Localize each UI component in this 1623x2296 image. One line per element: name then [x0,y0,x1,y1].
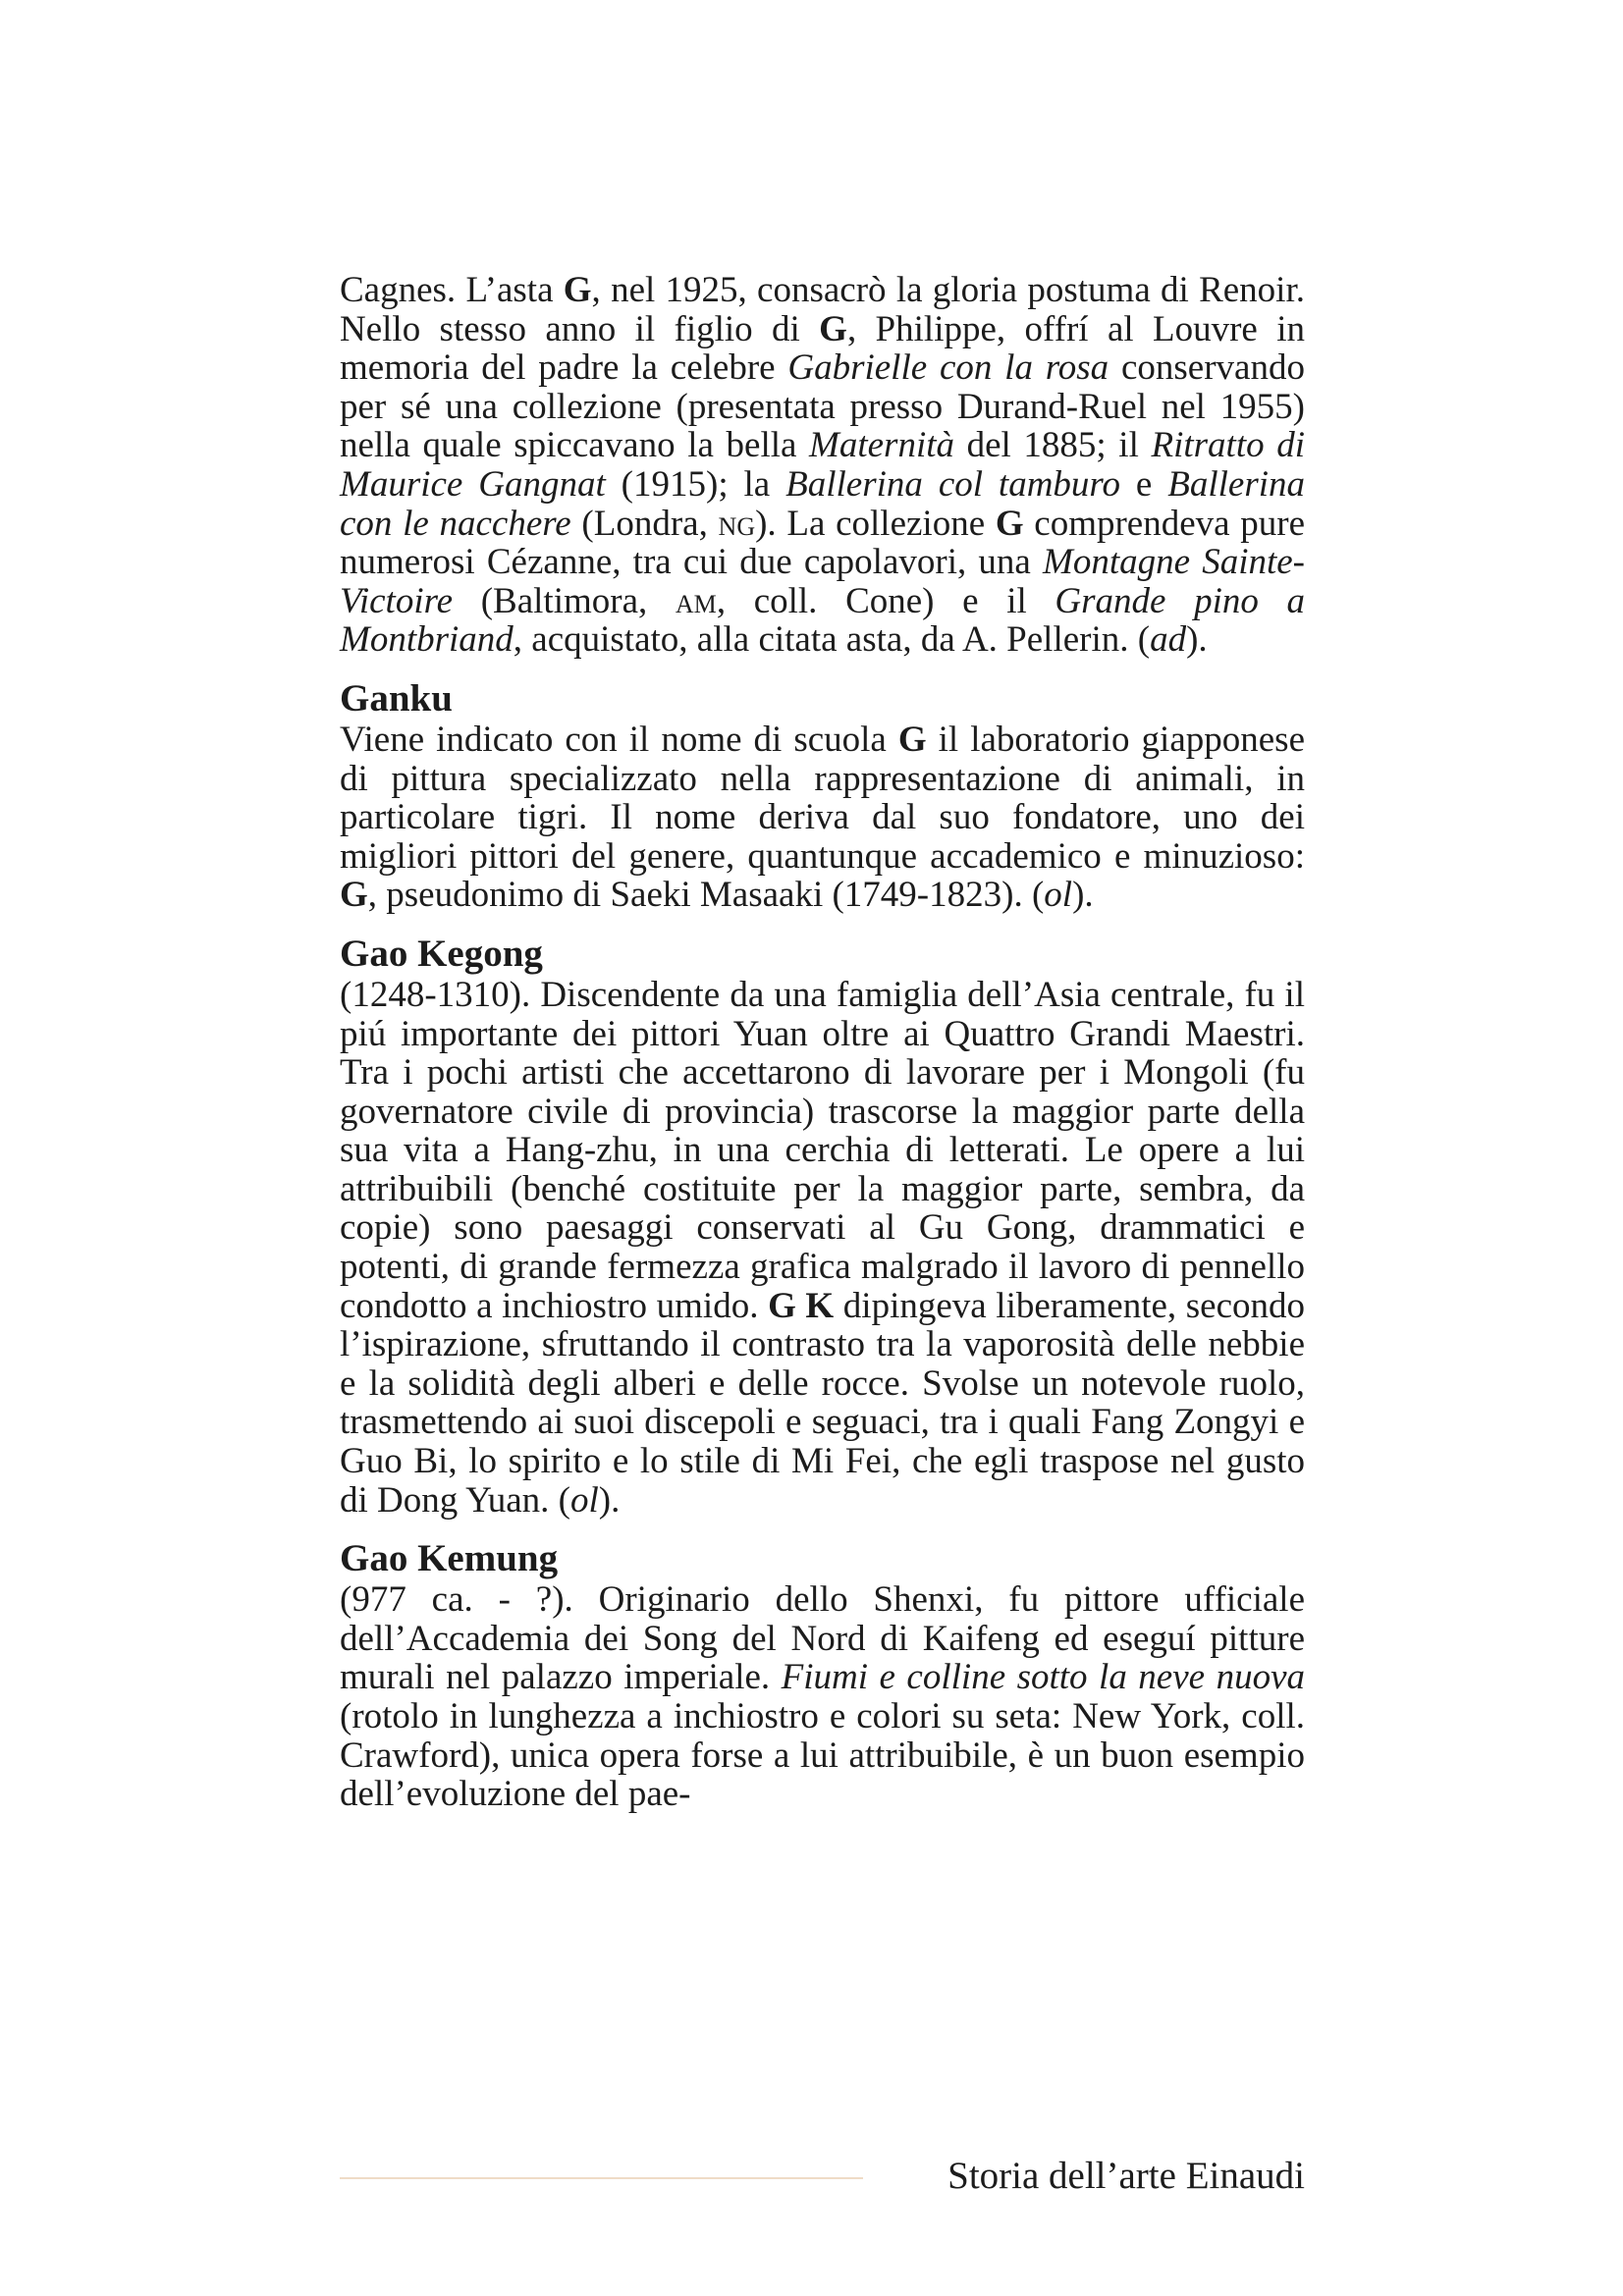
page-footer [340,2152,1305,2207]
author-initials: ol [570,1479,599,1521]
bold-abbrev: G [563,270,592,310]
entry-body [340,1580,1305,1814]
text-run: , pseudonimo di Saeki Masaaki (1749-1823). ( [367,875,1045,916]
entry-gao-kegong [340,933,1305,1520]
text-run: (1248-1310). Discendente da una famiglia dell’Asia centrale, fu il piú importante dei pittori Yuan oltre ai Quattro Grandi Maestri. Tra i pochi artisti che accettarono di lavorare per i Mongoli (fu governatore civile di provincia) trascorse la maggior parte della sua vita a Hang-zhu, in una cerchia di letterati. Le opere a lui attribuibili (benché costituite per la maggior parte, sembra, da copie) sono paesaggi conservati al Gu Gong, drammatici e potenti, di grande fermezza grafica malgrado il lavoro di pennello condotto a inchiostro umido. [340,974,1305,1326]
bold-abbrev: G [995,503,1024,544]
museum-abbrev: ng [718,503,756,544]
author-initials: ol [1044,875,1073,916]
artwork-title: Ballerina col tamburo [785,463,1120,505]
text-run: Cagnes. L’asta [340,270,564,310]
entry-ganku [340,677,1305,915]
artwork-title: Gabrielle con la rosa [787,347,1109,389]
footer-rule [340,2177,863,2179]
text-run: ). [1186,619,1208,661]
text-run: ). La collezione [755,503,996,544]
museum-abbrev: am [675,580,717,621]
artwork-title: Ritratto di Maurice Gangnat [340,425,1305,505]
text-run: , acquistato, alla citata asta, da A. Pellerin. ( [513,619,1151,661]
author-initials: ad [1150,619,1187,661]
bold-abbrev: G [340,875,368,916]
text-run: il laboratorio giapponese di pittura specializzato nella rappresentazione di animali, in particolare tigri. Il nome deriva dal suo fondatore, uno dei migliori pittori del genere, quantunque accademico e minuzioso: [340,719,1305,877]
text-run: dipingeva liberamente, secondo l’ispirazione, sfruttando il contrasto tra la vaporosità delle nebbie e la solidità degli alberi e delle rocce. Svolse un notevole ruolo, trasmettendo ai suoi discepoli e seguaci, tra i quali Fang Zongyi e Guo Bi, lo spirito e lo stile di Mi Fei, che egli traspose nel gusto di Dong Yuan. ( [340,1285,1306,1521]
text-run: ). [1072,875,1094,916]
text-run: comprendeva pure numerosi Cézanne, tra cui due capolavori, una [340,503,1306,583]
intro-paragraph [340,271,1305,660]
bold-abbrev: G K [768,1285,835,1326]
text-run: Viene indicato con il nome di scuola [340,719,898,760]
text-run: del 1885; il [954,425,1152,466]
artwork-title: Ballerina con le nacchere [340,463,1305,544]
text-run: , coll. Cone) e il [716,580,1055,621]
text-run: (Baltimora, [453,580,676,621]
bold-abbrev: G [819,308,847,349]
entry-body [340,976,1305,1520]
text-run: , nel 1925, consacrò la gloria postuma di Renoir. Nello stesso anno il figlio di [340,270,1305,349]
entry-title: Ganku [340,676,453,720]
footer-title: Storia dell’arte Einaudi [947,2155,1305,2197]
entry-body [340,721,1305,915]
artwork-title: Montagne Sainte-Victoire [340,542,1305,621]
artwork-title: Maternità [809,425,955,466]
text-run: e [1119,463,1168,505]
text-run: (rotolo in lunghezza a inchiostro e colori su seta: New York, coll. Crawford), unica opera forse a lui attribuibile, è un buon esempio dell’evoluzione del pae- [340,1696,1305,1815]
text-run: , Philippe, offrí al Louvre in memoria del padre la celebre [340,308,1305,389]
entry-title: Gao Kemung [340,1537,559,1580]
entry-gao-kemung [340,1537,1305,1814]
text-run: (Londra, [570,503,719,544]
page-content [340,271,1305,1814]
text-run: conservando per sé una collezione (presentata presso Durand-Ruel nel 1955) nella quale spiccavano la bella [340,347,1305,466]
text-run: (977 ca. - ?). Originario dello Shenxi, fu pittore ufficiale dell’Accademia dei Song del Nord di Kaifeng ed eseguí pitture murali nel palazzo imperiale. [340,1579,1305,1698]
artwork-title: Fiumi e colline sotto la neve nuova [781,1657,1305,1698]
entry-title: Gao Kegong [340,932,543,975]
bold-abbrev: G [897,719,927,760]
text-run: (1915); la [605,463,786,505]
artwork-title: Grande pino a Montbriand [340,580,1306,661]
text-run: ). [598,1479,621,1521]
